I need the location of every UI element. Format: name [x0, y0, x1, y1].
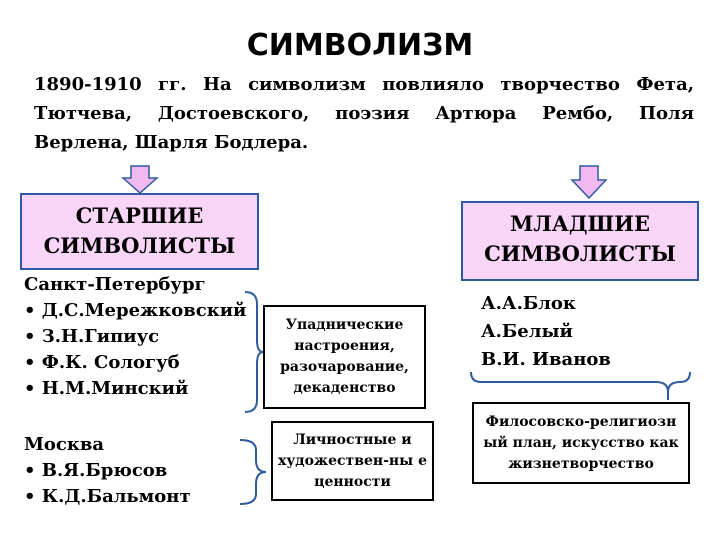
list-item: А.А.Блок — [481, 293, 576, 314]
arrow-down-icon — [572, 166, 606, 198]
page-title: СИМВОЛИЗМ — [246, 28, 474, 63]
bracket-junior — [471, 372, 690, 400]
petersburg-city: Санкт-Петербург — [24, 274, 206, 295]
list-item: • З.Н.Гипиус — [24, 326, 160, 347]
list-item: • К.Д.Бальмонт — [24, 486, 191, 507]
arrow-down-icon — [123, 166, 157, 193]
note-decadence — [263, 305, 426, 409]
bracket-moscow — [240, 440, 266, 504]
intro-text: 1890-1910 гг. На символизм повлияло творчество Фета, Тютчева, Достоевского, поэзия Артюра Рембо, Поля Верлена, Шарля Бодлера. — [34, 74, 694, 153]
bracket-petersburg — [245, 292, 263, 412]
list-item: • Н.М.Минский — [24, 378, 189, 399]
list-item: • Д.С.Мережковский — [24, 300, 247, 321]
junior-symbolists-box: МЛАДШИЕ СИМВОЛИСТЫ — [461, 201, 699, 281]
note-personal-values-text: Личностные и художествен-ны е ценности — [278, 431, 427, 490]
list-item: • Ф.К. Сологуб — [24, 352, 180, 373]
list-item: В.И. Иванов — [481, 349, 611, 370]
note-religious-philosophy-text: Филосовско-религиозн ый план, искусство как жизнетворчество — [483, 413, 679, 472]
list-item: А.Белый — [481, 321, 573, 342]
note-religious-philosophy — [472, 402, 690, 484]
junior-list — [481, 290, 611, 374]
note-decadence-text: Упаднические настроения, разочарование, декаденство — [280, 317, 409, 396]
list-item: • В.Я.Брюсов — [24, 460, 168, 481]
note-personal-values — [271, 421, 434, 501]
petersburg-list — [24, 272, 246, 402]
moscow-list — [24, 432, 191, 510]
moscow-city: Москва — [24, 434, 105, 455]
senior-symbolists-box: СТАРШИЕ СИМВОЛИСТЫ — [20, 193, 259, 270]
